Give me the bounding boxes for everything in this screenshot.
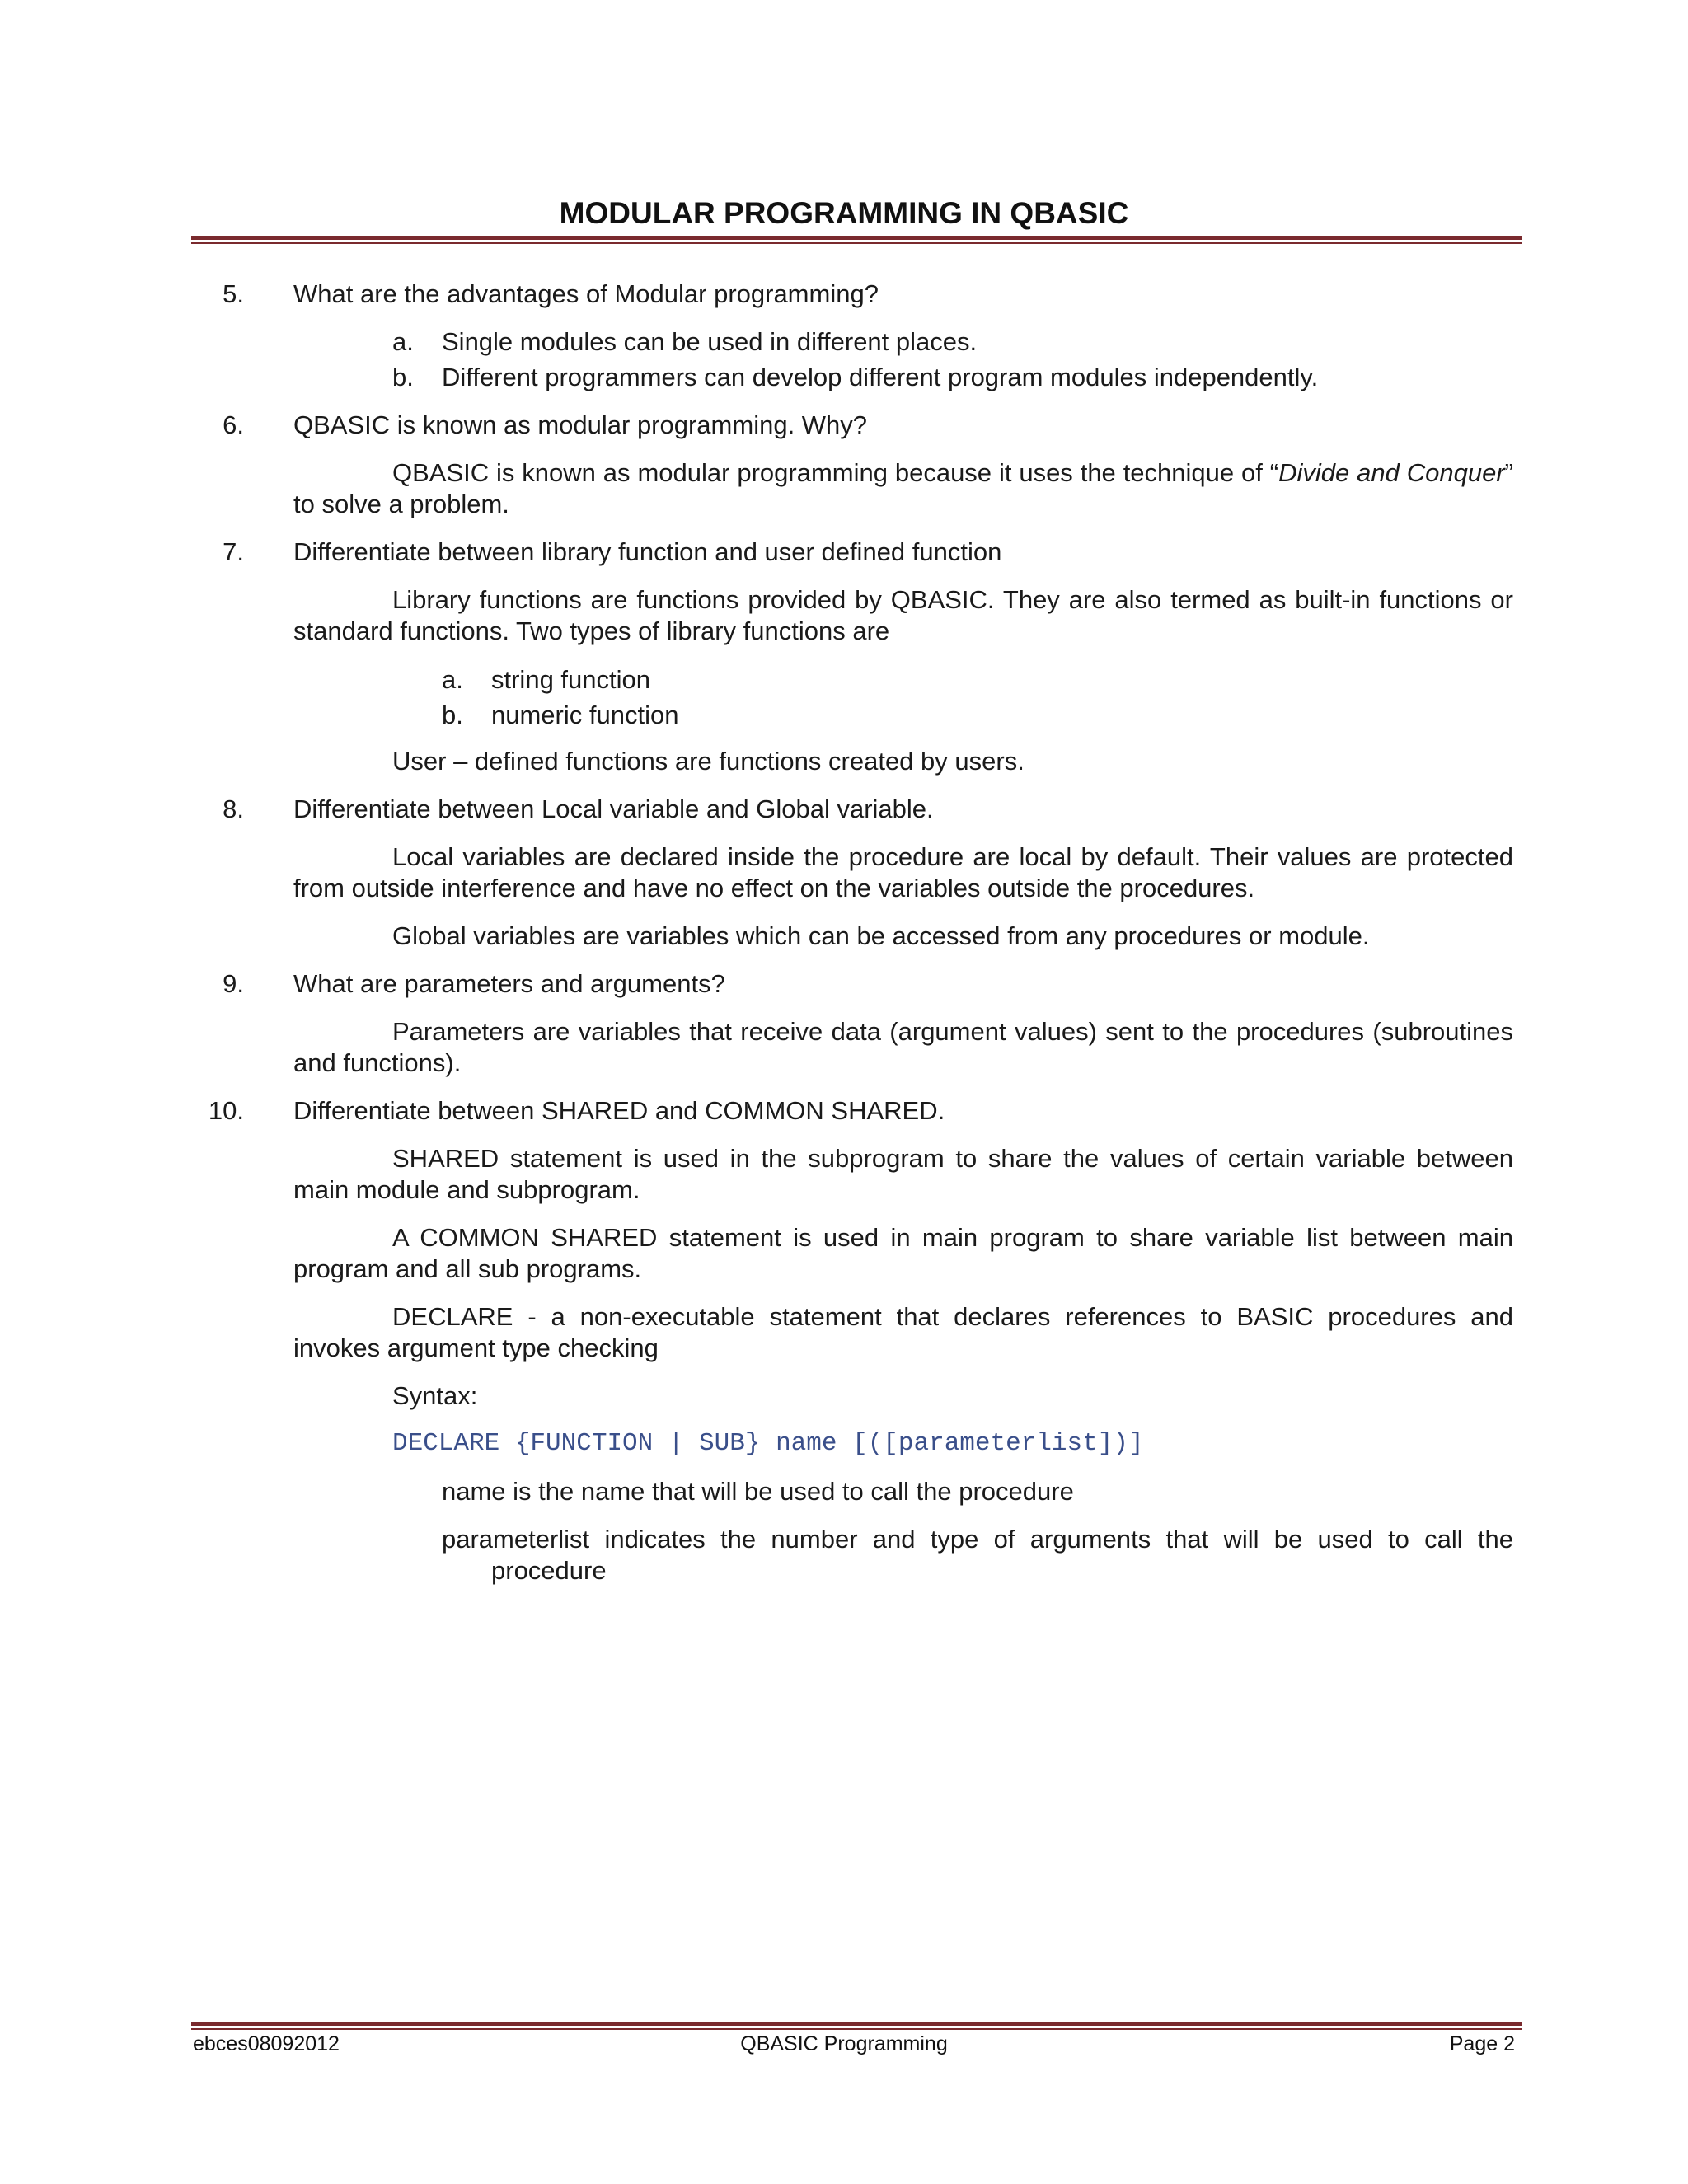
question-number: 6. bbox=[223, 410, 244, 439]
question-text: What are the advantages of Modular programming? bbox=[293, 279, 879, 308]
footer-title: QBASIC Programming bbox=[740, 2032, 948, 2055]
question-text: Differentiate between SHARED and COMMON SHARED. bbox=[293, 1096, 945, 1125]
page-number: Page 2 bbox=[1449, 2032, 1515, 2055]
answer-paragraph: QBASIC is known as modular programming because it uses the technique of “Divide and Conquer” to solve a problem. bbox=[293, 458, 1513, 518]
page-title: MODULAR PROGRAMMING IN QBASIC bbox=[559, 196, 1129, 230]
question-number: 7. bbox=[223, 537, 244, 566]
answer-paragraph: DECLARE - a non-executable statement that declares references to BASIC procedures and invokes argument type checking bbox=[293, 1302, 1513, 1362]
answer-paragraph: User – defined functions are functions created by users. bbox=[392, 747, 1025, 776]
footer-rule bbox=[191, 2022, 1522, 2030]
syntax-definition: name is the name that will be used to call the procedure bbox=[442, 1477, 1074, 1506]
question-text: What are parameters and arguments? bbox=[293, 969, 725, 998]
answer-paragraph: A COMMON SHARED statement is used in main program to share variable list between main program and all sub programs. bbox=[293, 1223, 1513, 1283]
question-text: Differentiate between Local variable and Global variable. bbox=[293, 794, 934, 823]
syntax-definition: parameterlist indicates the number and type of arguments that will be used to call the procedure bbox=[442, 1525, 1513, 1585]
answer-paragraph: Local variables are declared inside the procedure are local by default. Their values are protected from outside interference and have no effect on the variables outside the procedures. bbox=[293, 842, 1513, 902]
answer-paragraph: Global variables are variables which can be accessed from any procedures or module. bbox=[392, 921, 1370, 950]
answer-paragraph: SHARED statement is used in the subprogram to share the values of certain variable between main module and subprogram. bbox=[293, 1144, 1513, 1204]
question-number: 8. bbox=[223, 794, 244, 823]
question-text: Differentiate between library function and user defined function bbox=[293, 537, 1002, 566]
document-page: MODULAR PROGRAMMING IN QBASIC 5. What are the advantages of Modular programming? a. Single modules can be used in different places. b. Different programmers can develop different program modules independently. 6. QBASIC is known as modular programming. Why? QBASIC is known as modular programming because it uses the technique of “Divide and Conquer” to solve a problem. 7. Differentiate between library function and user defined function Library functions are functions provided by QBASIC. They are also termed as built-in functions or standard functions. Two types of library functions are a. string function b. numeric function User – defined functions are functions created by users. 8. Differentiate between Local variable and Global variable. Local variables are declared inside the procedure are local by default. Their values are protected from outside interference and have no effect on the variables outside the procedures. Global variables are variables which can be accessed from any procedures or module. 9. What are parameters and arguments? Parameters are variables that receive data (argument values) sent to the procedures (subroutines and functions). 10. Differentiate between SHARED and COMMON SHARED. SHARED statement is used in the subprogram to share the values of certain variable between main module and subprogram. A COMMON SHARED statement is used in main program to share variable list between main program and all sub programs. DECLARE - a non-executable statement that declares references to BASIC procedures and invokes argument type checking Syntax: DECLARE {FUNCTION | SUB} name [([parameterlist])] name is the name that will be used to call the procedure parameterlist indicates the number and type of arguments that will be used to call the procedure ebces08092012 QBASIC Programming Page 2 bbox=[0, 0, 1688, 2184]
question-number: 9. bbox=[223, 969, 244, 998]
question-text: QBASIC is known as modular programming. Why? bbox=[293, 410, 868, 439]
syntax-code: DECLARE {FUNCTION | SUB} name [([parameterlist])] bbox=[392, 1429, 1144, 1458]
syntax-label: Syntax: bbox=[392, 1381, 478, 1410]
footer-doc-id: ebces08092012 bbox=[193, 2032, 340, 2055]
answer-paragraph: Parameters are variables that receive data (argument values) sent to the procedures (subroutines and functions). bbox=[293, 1017, 1513, 1077]
answer-paragraph: Library functions are functions provided by QBASIC. They are also termed as built-in functions or standard functions. Two types of library functions are bbox=[293, 585, 1513, 645]
question-number: 5. bbox=[223, 279, 244, 308]
header-rule bbox=[191, 236, 1522, 244]
question-number: 10. bbox=[208, 1096, 244, 1125]
